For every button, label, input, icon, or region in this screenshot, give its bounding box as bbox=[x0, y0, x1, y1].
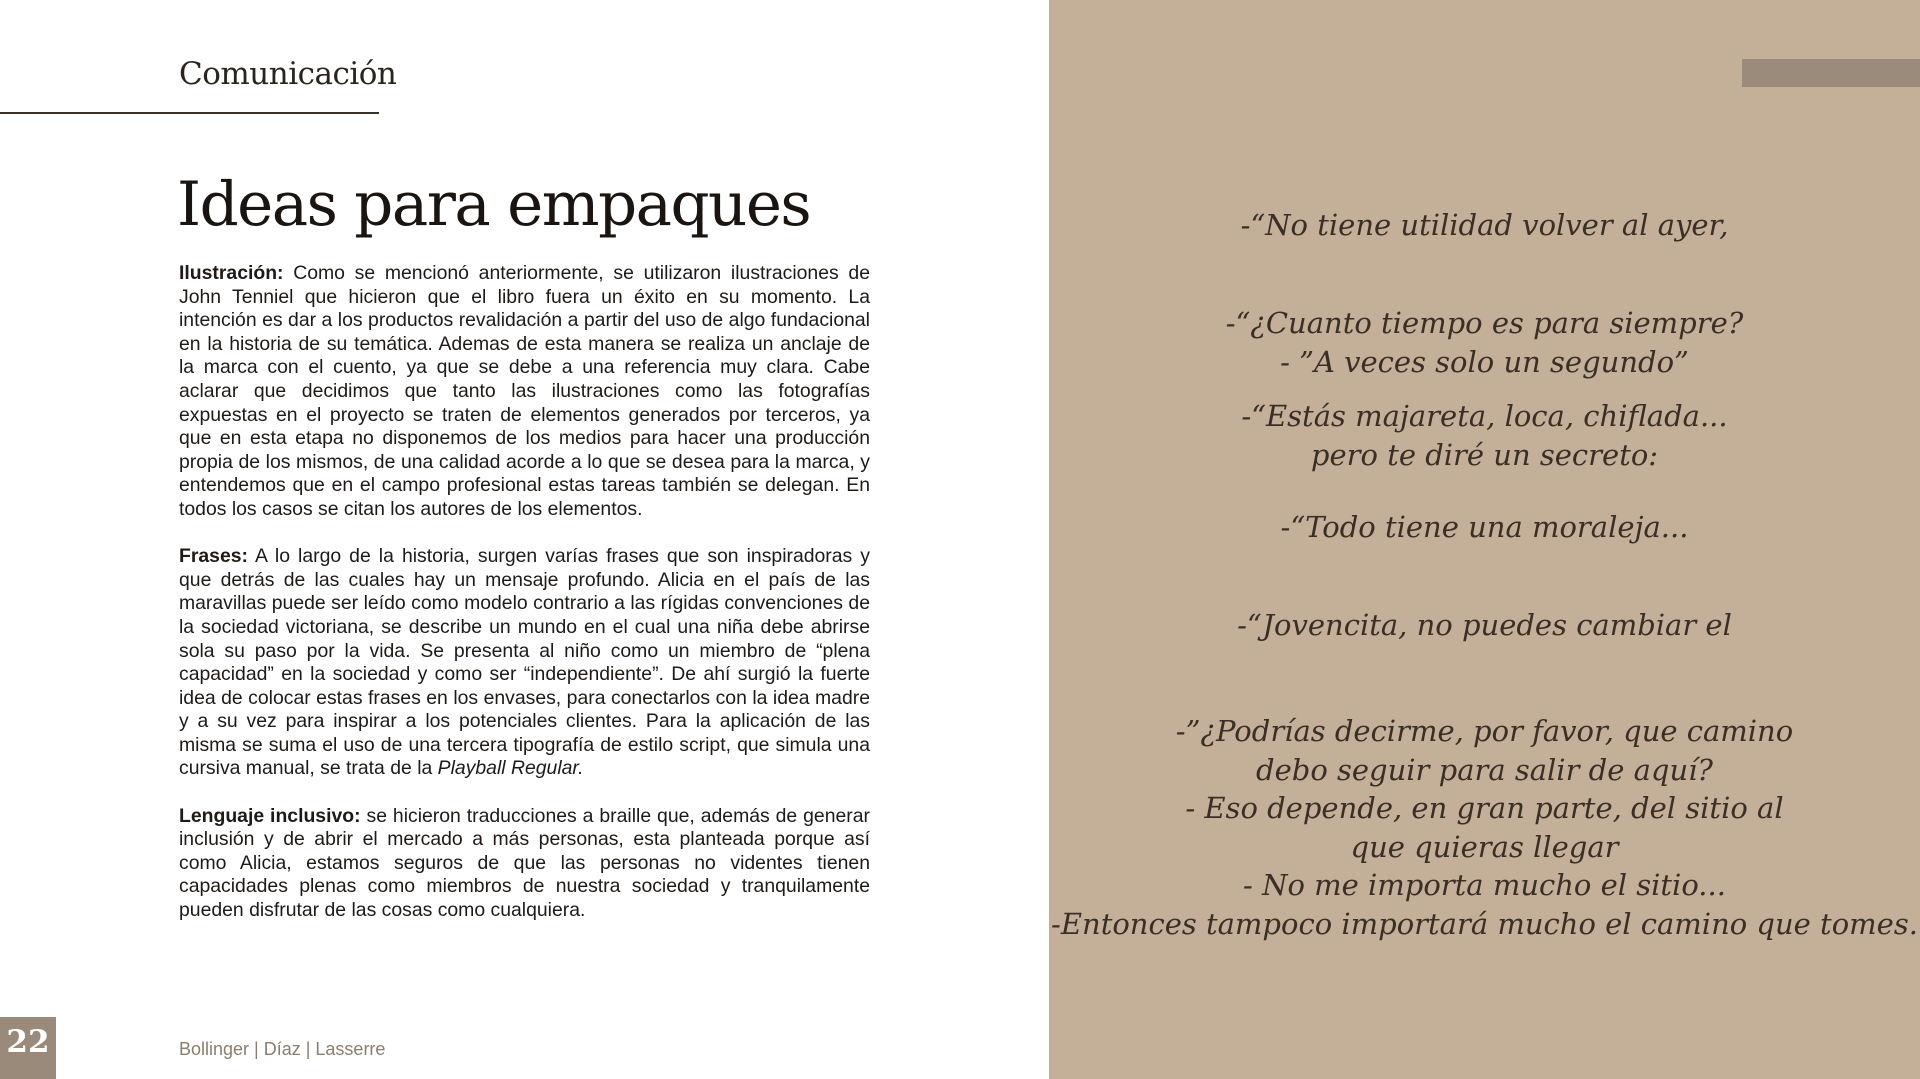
quote-5 bbox=[1049, 606, 1920, 645]
paragraph-label: Ilustración: bbox=[179, 262, 284, 284]
footer-authors: Bollinger | Díaz | Lasserre bbox=[179, 1039, 386, 1059]
page-number: 22 bbox=[6, 1024, 50, 1060]
paragraph-label: Frases: bbox=[179, 545, 248, 568]
quote-line: - No me importa mucho el sitio... bbox=[1243, 868, 1726, 902]
quote-line: -“Jovencita, no puedes cambiar el bbox=[1237, 608, 1732, 642]
quote-line: que quieras llegar bbox=[1350, 829, 1619, 864]
section-label: Comunicación bbox=[179, 56, 397, 92]
quote-4 bbox=[1049, 508, 1920, 547]
font-name-emphasis: Playball Regular. bbox=[437, 757, 584, 780]
paragraph-ilustracion bbox=[179, 262, 870, 522]
body-text bbox=[179, 262, 870, 946]
decorative-bar bbox=[1742, 59, 1920, 87]
quote-3 bbox=[1049, 397, 1920, 474]
quote-line: -“Estás majareta, loca, chiflada... bbox=[1241, 399, 1728, 433]
quote-1 bbox=[1049, 206, 1920, 245]
quote-line: debo seguir para salir de aquí? bbox=[1256, 752, 1713, 787]
quote-line: -Entonces tampoco importará mucho el camino que tomes. bbox=[1051, 906, 1918, 941]
paragraph-label: Lenguaje inclusivo: bbox=[179, 804, 361, 827]
paragraph-text: se hicieron traducciones a braille que, además de generar inclusión y de abrir el mercado a más personas, esta planteada porque así como Alicia, estamos seguros de que las personas no videntes tienen capacidades plenas como miembros de nuestra sociedad y tranquilamente pueden disfrutar de las cosas como cualquiera. bbox=[179, 804, 870, 922]
section-divider bbox=[0, 112, 379, 114]
quote-line: -“Todo tiene una moraleja... bbox=[1280, 510, 1689, 544]
paragraph-text: A lo largo de la historia, surgen varías frases que son inspiradoras y que detrás de las cuales hay un mensaje profundo. Alicia en el país de las maravillas puede ser leído como modelo contrario a las rígidas convenciones de la sociedad victoriana, se describe un mundo en el cual una niña debe abrirse sola su paso por la vida. Se presenta al niño como un miembro de “plena capacidad” en la sociedad y como ser “independiente”. De ahí surgió la fuerte idea de colocar estas frases en los envases, para conectarlos con la idea madre y a su vez para inspirar a los potenciales clientes. Para la aplicación de las misma se suma el uso de una tercera tipografía de estilo script, que simula una cursiva manual, se trata de la bbox=[179, 545, 870, 780]
paragraph-frases bbox=[179, 545, 870, 781]
quote-2 bbox=[1049, 304, 1920, 381]
quote-6 bbox=[1049, 712, 1920, 943]
quote-line: -“¿Cuanto tiempo es para siempre? bbox=[1225, 306, 1744, 340]
paragraph-text: Como se mencionó anteriormente, se utilizaron ilustraciones de John Tenniel que hicieron que el libro fuera un éxito en su momento. La intención es dar a los productos revalidación a partir del uso de algo fundacional en la historia de su temática. Ademas de esta manera se realiza un anclaje de la marca con el cuento, ya que se debe a una referencia muy clara. Cabe aclarar que decidimos que tanto las ilustraciones como las fotografías expuestas en el proyecto se traten de elementos generados por terceros, ya que en esta etapa no disponemos de los medios para hacer una producción propia de los mismos, de una calidad acorde a lo que se desea para la marca, y entendemos que en el campo profesional estas tareas también se delegan. En todos los casos se citan los autores de los elementos. bbox=[179, 262, 870, 520]
page-title: Ideas para empaques bbox=[177, 169, 811, 240]
quote-line: - ”A veces solo un segundo” bbox=[1280, 344, 1689, 379]
paragraph-lenguaje-inclusivo bbox=[179, 805, 870, 923]
quote-line: -“No tiene utilidad volver al ayer, bbox=[1240, 208, 1729, 242]
quote-line: -”¿Podrías decirme, por favor, que camino bbox=[1175, 714, 1794, 748]
quote-line: pero te diré un secreto: bbox=[1310, 437, 1659, 472]
quote-line: - Eso depende, en gran parte, del sitio al bbox=[1185, 791, 1784, 825]
